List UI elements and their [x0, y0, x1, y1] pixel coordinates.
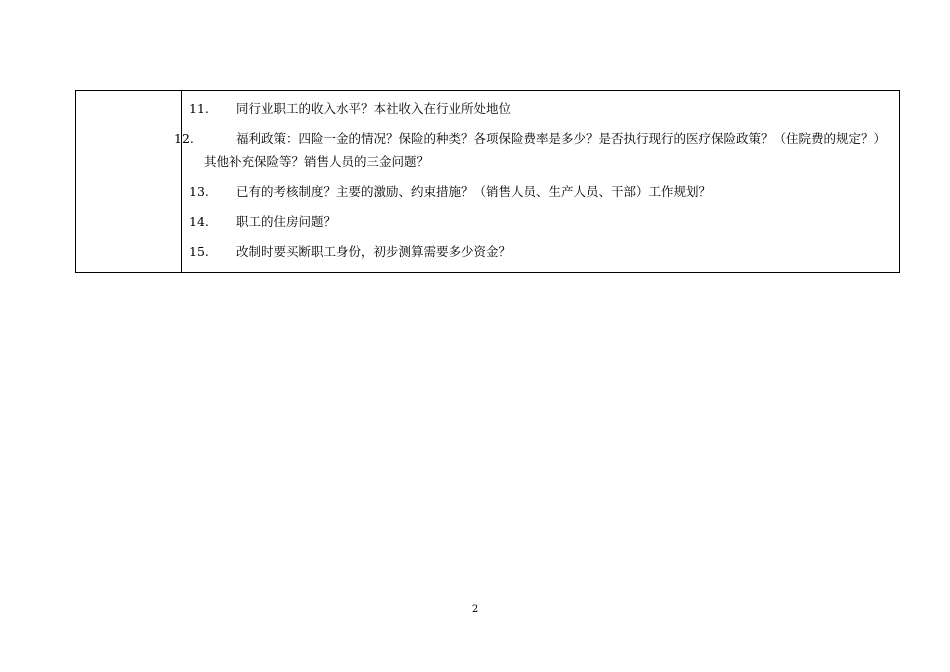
item-text: 同行业职工的收入水平？本社收入在行业所处地位 [236, 101, 512, 116]
list-item-15 [189, 240, 891, 263]
document-table [75, 90, 900, 273]
page-number: 2 [471, 604, 479, 615]
item-number: 11. [189, 101, 209, 116]
item-text: 改制时要买断职工身份，初步测算需要多少资金？ [236, 244, 512, 259]
item-text: 职工的住房问题？ [236, 214, 337, 229]
item-number: 15. [189, 244, 209, 259]
table-content-cell [174, 91, 899, 272]
table-left-cell [76, 91, 182, 272]
item-number: 13. [189, 184, 209, 199]
list-item-13 [189, 180, 891, 203]
list-item-14 [189, 210, 891, 233]
list-item-11 [189, 97, 891, 120]
item-number: 12. [174, 131, 194, 146]
item-number: 14. [189, 214, 209, 229]
item-text: 已有的考核制度？主要的激励、约束措施？（销售人员、生产人员、干部）工作规划？ [236, 184, 712, 199]
list-item-12 [174, 127, 891, 173]
item-text: 福利政策：四险一金的情况？保险的种类？各项保险费率是多少？是否执行现行的医疗保险政策？（住院费的规定？）其他补充保险等？销售人员的三金问题？ [204, 131, 887, 169]
